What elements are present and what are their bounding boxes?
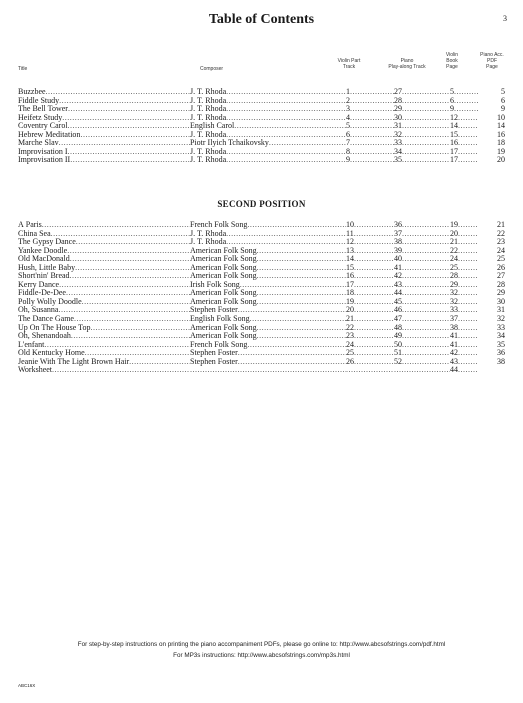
book-page-number: 42 ..... (450, 349, 478, 358)
column-header-pdf-page (476, 52, 508, 70)
composer-name (190, 366, 346, 375)
composer-name: J. T. Rhoda ..... (190, 230, 346, 239)
violin-track-number: 25 ..... (346, 349, 394, 358)
composer-name: Irish Folk Song ..... (190, 281, 346, 290)
song-title: Yankee Doodle ..... (18, 247, 190, 256)
page-number: 3 (503, 14, 507, 23)
toc-row (18, 341, 505, 350)
composer-name: J. T. Rhoda ..... (190, 238, 346, 247)
pdf-page-number: 18 (497, 139, 505, 148)
violin-track-number: 9 ..... (346, 156, 394, 165)
violin-track-number: 20 ..... (346, 306, 394, 315)
composer-name: American Folk Song ..... (190, 289, 346, 298)
piano-track-number: 47 ..... (394, 315, 450, 324)
book-page-number: 33 ..... (450, 306, 478, 315)
toc-row (18, 306, 505, 315)
piano-track-number: 42 ..... (394, 272, 450, 281)
book-page-number: 9 ..... (450, 105, 478, 114)
page-title: Table of Contents (208, 12, 315, 27)
pdf-page-number: 22 (497, 229, 505, 238)
piano-track-number: 52 ..... (394, 358, 450, 367)
piano-track-number: 43 ..... (394, 281, 450, 290)
toc-row (18, 221, 505, 230)
book-page-number: 28 ..... (450, 272, 478, 281)
violin-track-number: 3 ..... (346, 105, 394, 114)
column-header-book-page (440, 52, 464, 70)
violin-track-number: 24 ..... (346, 341, 394, 350)
book-page-number: 37 ..... (450, 315, 478, 324)
piano-track-number: 37 ..... (394, 230, 450, 239)
book-page-number: 19 ..... (450, 221, 478, 230)
book-page-number: 21 ..... (450, 238, 478, 247)
pdf-page-number: 35 (497, 340, 505, 349)
piano-track-number: 50 ..... (394, 341, 450, 350)
toc-row (18, 324, 505, 333)
song-title: L'enfant ..... (18, 341, 190, 350)
pdf-page-number: 38 (497, 357, 505, 366)
footer-pdf-instructions: For step-by-step instructions on printing the piano accompaniment PDFs, please go online to: http://www.abcsofstrings.com/pdf.html (77, 641, 446, 648)
song-title: Improvisation II ..... (18, 156, 190, 165)
book-page-number: 6 ..... (450, 97, 478, 106)
pdf-page-number: 29 (497, 289, 505, 298)
song-title: Jeanie With The Light Brown Hair ..... (18, 358, 190, 367)
song-title: Worksheet ..... (18, 366, 190, 375)
pdf-page-number: 28 (497, 280, 505, 289)
catalog-code: ABC16X (18, 683, 36, 688)
toc-row (18, 230, 505, 239)
toc-row (18, 105, 505, 114)
toc-row (18, 148, 505, 157)
piano-track-number: 28 ..... (394, 97, 450, 106)
violin-track-number: 10 ..... (346, 221, 394, 230)
piano-track-number: 31 ..... (394, 122, 450, 131)
book-page-number: 22 ..... (450, 247, 478, 256)
pdf-page-number: 25 (497, 255, 505, 264)
toc-row (18, 349, 505, 358)
song-title: Oh, Susanna ..... (18, 306, 190, 315)
composer-name: French Folk Song ..... (190, 341, 346, 350)
column-header-pdf-page-line3: Page (486, 64, 498, 70)
violin-track-number: 8 ..... (346, 148, 394, 157)
column-header-piano-track-line2: Play-along Track (388, 64, 426, 70)
composer-name: J. T. Rhoda ..... (190, 131, 346, 140)
column-header-violin-track-line2: Track (342, 64, 356, 70)
column-header-pdf-page-line1: Piano Acc. (480, 52, 504, 58)
song-title: China Sea ..... (18, 230, 190, 239)
book-page-number: 12 ..... (450, 114, 478, 123)
violin-track-number: 11 ..... (346, 230, 394, 239)
book-page-number: 38 ..... (450, 324, 478, 333)
book-page-number: 44 ..... (450, 366, 478, 375)
section-heading: SECOND POSITION (217, 199, 306, 209)
book-page-number: 20 ..... (450, 230, 478, 239)
piano-track-number: 30 ..... (394, 114, 450, 123)
toc-row (18, 247, 505, 256)
toc-row (18, 289, 505, 298)
piano-track-number: 49 ..... (394, 332, 450, 341)
column-header-pdf-page-line2: PDF (487, 58, 497, 64)
song-title: Buzzbee ..... (18, 88, 190, 97)
column-header-book-page-line2: Book (446, 58, 458, 64)
book-page-number: 24 ..... (450, 255, 478, 264)
violin-track-number: 21 ..... (346, 315, 394, 324)
piano-track-number: 41 ..... (394, 264, 450, 273)
toc-row (18, 114, 505, 123)
pdf-page-number: 33 (497, 323, 505, 332)
song-title: Hebrew Meditation ..... (18, 131, 190, 140)
pdf-page-number: 5 (501, 88, 505, 96)
book-page-number: 15 ..... (450, 131, 478, 140)
pdf-page-number: 20 (497, 156, 505, 165)
toc-row (18, 131, 505, 140)
composer-name: Stephen Foster ..... (190, 358, 346, 367)
piano-track-number: 44 ..... (394, 289, 450, 298)
composer-name: American Folk Song ..... (190, 255, 346, 264)
piano-track-number: 27 ..... (394, 88, 450, 97)
pdf-page-number: 23 (497, 238, 505, 247)
pdf-page-number: 26 (497, 263, 505, 272)
violin-track-number: 2 ..... (346, 97, 394, 106)
pdf-page-number: 19 (497, 147, 505, 156)
pdf-page-number: 31 (497, 306, 505, 315)
pdf-page-number: 9 (501, 105, 505, 114)
column-header-violin-track-line1: Violin Part (337, 58, 361, 64)
pdf-page-number: 16 (497, 130, 505, 139)
violin-track-number: 17 ..... (346, 281, 394, 290)
song-title: Polly Wolly Doodle ..... (18, 298, 190, 307)
composer-name: French Folk Song ..... (190, 221, 346, 230)
composer-name: J. T. Rhoda ..... (190, 105, 346, 114)
violin-track-number: 13 ..... (346, 247, 394, 256)
violin-track-number: 7 ..... (346, 139, 394, 148)
composer-name: American Folk Song ..... (190, 324, 346, 333)
piano-track-number: 48 ..... (394, 324, 450, 333)
composer-name: J. T. Rhoda ..... (190, 97, 346, 106)
pdf-page-number: 27 (497, 272, 505, 281)
column-header-title: Title (18, 66, 28, 72)
violin-track-number: 4 ..... (346, 114, 394, 123)
book-page-number: 41 ..... (450, 341, 478, 350)
piano-track-number (394, 366, 450, 375)
composer-name: Piotr Ilyich Tchaikovsky ..... (190, 139, 346, 148)
pdf-page-number: 14 (497, 122, 505, 131)
song-title: Kerry Dance ..... (18, 281, 190, 290)
song-title: Old Kentucky Home ..... (18, 349, 190, 358)
composer-name: Stephen Foster ..... (190, 349, 346, 358)
song-title: Coventry Carol ..... (18, 122, 190, 131)
violin-track-number (346, 366, 394, 375)
composer-name: Stephen Foster ..... (190, 306, 346, 315)
piano-track-number: 38 ..... (394, 238, 450, 247)
book-page-number: 25 ..... (450, 264, 478, 273)
pdf-page-number: 10 (497, 113, 505, 122)
pdf-page-number: 21 (497, 221, 505, 229)
book-page-number: 41 ..... (450, 332, 478, 341)
song-title: Improvisation I ..... (18, 148, 190, 157)
violin-track-number: 19 ..... (346, 298, 394, 307)
song-title: À Paris ..... (18, 221, 190, 230)
composer-name: American Folk Song ..... (190, 264, 346, 273)
toc-row (18, 238, 505, 247)
footer-mp3-instructions: For MP3s instructions: http://www.abcsofstrings.com/mp3s.html (173, 652, 350, 659)
piano-track-number: 39 ..... (394, 247, 450, 256)
toc-row (18, 281, 505, 290)
pdf-page-number: 30 (497, 297, 505, 306)
toc-row (18, 255, 505, 264)
song-title: The Gypsy Dance ..... (18, 238, 190, 247)
song-title: Fiddle Study ..... (18, 97, 190, 106)
toc-row (18, 97, 505, 106)
toc-row (18, 366, 505, 375)
book-page-number: 5 ..... (450, 88, 478, 97)
violin-track-number: 22 ..... (346, 324, 394, 333)
book-page-number: 16 ..... (450, 139, 478, 148)
piano-track-number: 33 ..... (394, 139, 450, 148)
piano-track-number: 51 ..... (394, 349, 450, 358)
piano-track-number: 36 ..... (394, 221, 450, 230)
book-page-number: 17 ..... (450, 148, 478, 157)
book-page-number: 32 ..... (450, 289, 478, 298)
piano-track-number: 34 ..... (394, 148, 450, 157)
song-title: The Bell Tower ..... (18, 105, 190, 114)
pdf-page-number: 34 (497, 332, 505, 341)
violin-track-number: 26 ..... (346, 358, 394, 367)
toc-row (18, 315, 505, 324)
toc-row (18, 156, 505, 165)
violin-track-number: 14 ..... (346, 255, 394, 264)
song-title: Hush, Little Baby ..... (18, 264, 190, 273)
composer-name: English Carol ..... (190, 122, 346, 131)
toc-row (18, 272, 505, 281)
song-title: The Dance Game ..... (18, 315, 190, 324)
pdf-page-number: 32 (497, 315, 505, 324)
column-header-piano-track (380, 58, 434, 70)
piano-track-number: 45 ..... (394, 298, 450, 307)
violin-track-number: 1 ..... (346, 88, 394, 97)
piano-track-number: 35 ..... (394, 156, 450, 165)
book-page-number: 43 ..... (450, 358, 478, 367)
toc-row (18, 122, 505, 131)
composer-name: J. T. Rhoda ..... (190, 114, 346, 123)
composer-name: American Folk Song ..... (190, 298, 346, 307)
piano-track-number: 32 ..... (394, 131, 450, 140)
toc-row (18, 264, 505, 273)
song-title: Marche Slav ..... (18, 139, 190, 148)
composer-name: J. T. Rhoda ..... (190, 156, 346, 165)
column-header-violin-track (334, 58, 364, 70)
composer-name: American Folk Song ..... (190, 272, 346, 281)
song-title: Fiddle-De-Dee ..... (18, 289, 190, 298)
violin-track-number: 6 ..... (346, 131, 394, 140)
column-header-piano-track-line1: Piano (400, 58, 414, 64)
piano-track-number: 29 ..... (394, 105, 450, 114)
toc-row (18, 139, 505, 148)
toc-row (18, 298, 505, 307)
song-title: Short'nin' Bread ..... (18, 272, 190, 281)
song-title: Heifetz Study ..... (18, 114, 190, 123)
composer-name: American Folk Song ..... (190, 332, 346, 341)
toc-row (18, 332, 505, 341)
violin-track-number: 18 ..... (346, 289, 394, 298)
song-title: Up On The House Top ..... (18, 324, 190, 333)
toc-section-1 (18, 88, 505, 165)
composer-name: J. T. Rhoda ..... (190, 88, 346, 97)
song-title: Old MacDonald ..... (18, 255, 190, 264)
pdf-page-number: 6 (501, 96, 505, 105)
violin-track-number: 16 ..... (346, 272, 394, 281)
song-title: Oh, Shenandoah ..... (18, 332, 190, 341)
pdf-page-number: 24 (497, 246, 505, 255)
book-page-number: 32 ..... (450, 298, 478, 307)
composer-name: American Folk Song ..... (190, 247, 346, 256)
composer-name: J. T. Rhoda ..... (190, 148, 346, 157)
book-page-number: 17 ..... (450, 156, 478, 165)
piano-track-number: 46 ..... (394, 306, 450, 315)
pdf-page-number: 36 (497, 349, 505, 358)
book-page-number: 14 ..... (450, 122, 478, 131)
toc-row (18, 358, 505, 367)
violin-track-number: 15 ..... (346, 264, 394, 273)
book-page-number: 29 ..... (450, 281, 478, 290)
column-header-book-page-line1: Violin (445, 52, 459, 58)
toc-section-2 (18, 221, 505, 375)
column-header-composer: Composer (200, 66, 224, 72)
composer-name: English Folk Song ..... (190, 315, 346, 324)
piano-track-number: 40 ..... (394, 255, 450, 264)
column-header-book-page-line3: Page (446, 64, 458, 70)
toc-row (18, 88, 505, 97)
violin-track-number: 5 ..... (346, 122, 394, 131)
violin-track-number: 12 ..... (346, 238, 394, 247)
violin-track-number: 23 ..... (346, 332, 394, 341)
